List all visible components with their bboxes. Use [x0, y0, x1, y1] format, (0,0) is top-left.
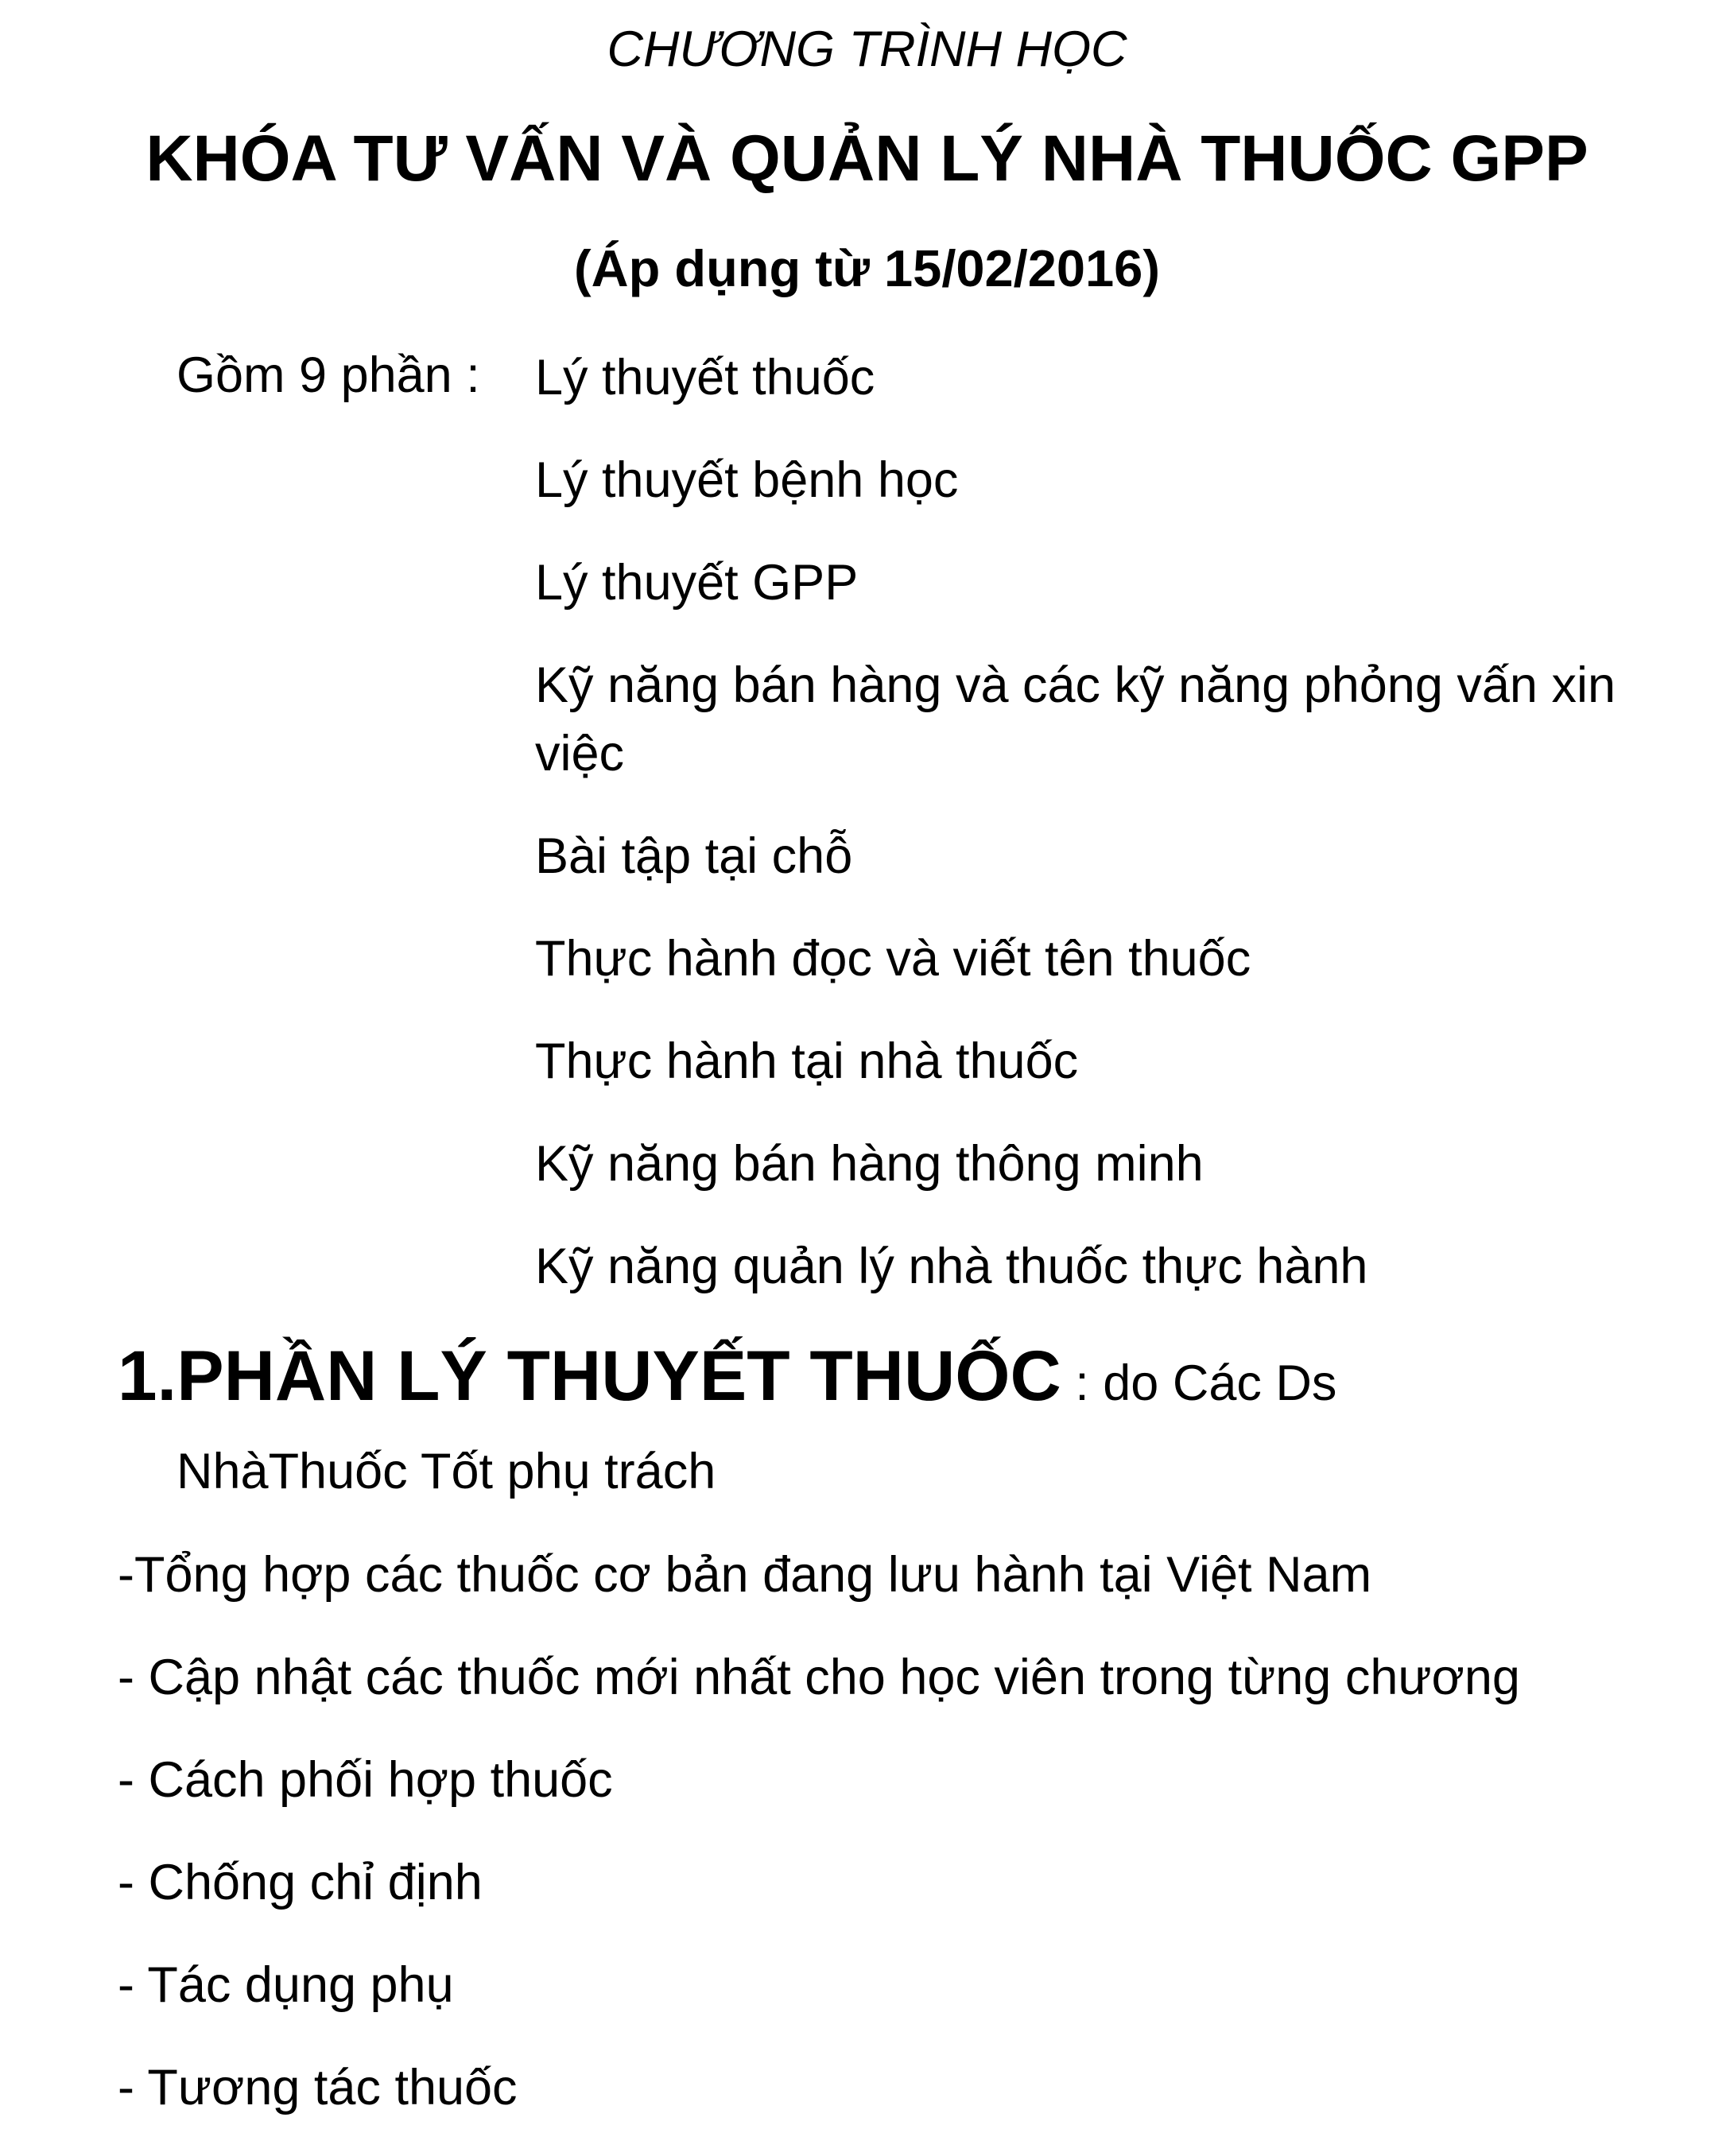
part-item: Thực hành tại nhà thuốc [535, 1033, 1079, 1089]
part-item: Kỹ năng bán hàng và các kỹ năng phỏng vấn xin việc [535, 657, 1616, 781]
parts-label: Gồm 9 phần : [177, 347, 480, 403]
bullet-list [118, 1541, 1708, 2156]
applied-date: (Áp dụng từ 15/02/2016) [574, 239, 1160, 297]
parts-list [535, 343, 1648, 1335]
course-title: KHÓA TƯ VẤN VÀ QUẢN LÝ NHÀ THUỐC GPP [145, 122, 1589, 195]
bullet-item: - Chống chỉ định [118, 1855, 483, 1910]
part-item: Kỹ năng bán hàng thông minh [535, 1136, 1204, 1192]
bullet-item: - Tác dụng phụ [118, 1957, 454, 2013]
section-heading [118, 1336, 1668, 1437]
bullet-item: -Tổng hợp các thuốc cơ bản đang lưu hành tại Việt Nam [118, 1547, 1372, 1603]
bullet-item: - Cập nhật các thuốc mới nhất cho học viên trong từng chương [118, 1650, 1520, 1705]
part-item: Lý thuyết thuốc [535, 350, 875, 405]
part-item: Thực hành đọc và viết tên thuốc [535, 931, 1251, 987]
section-title-suffix: : do Các Ds [1061, 1355, 1337, 1411]
bullet-item: - Tương tác thuốc [118, 2060, 518, 2115]
part-item: Bài tập tại chỗ [535, 828, 853, 884]
part-item: Kỹ năng quản lý nhà thuốc thực hành [535, 1239, 1368, 1294]
program-label: CHƯƠNG TRÌNH HỌC [607, 21, 1127, 77]
bullet-item: - Cách phối hợp thuốc [118, 1752, 613, 1808]
section-subline: NhàThuốc Tốt phụ trách [177, 1444, 716, 1499]
section-title: 1.PHẦN LÝ THUYẾT THUỐC [118, 1336, 1061, 1415]
part-item: Lý thuyết bệnh học [535, 452, 959, 508]
part-item: Lý thuyết GPP [535, 555, 859, 611]
